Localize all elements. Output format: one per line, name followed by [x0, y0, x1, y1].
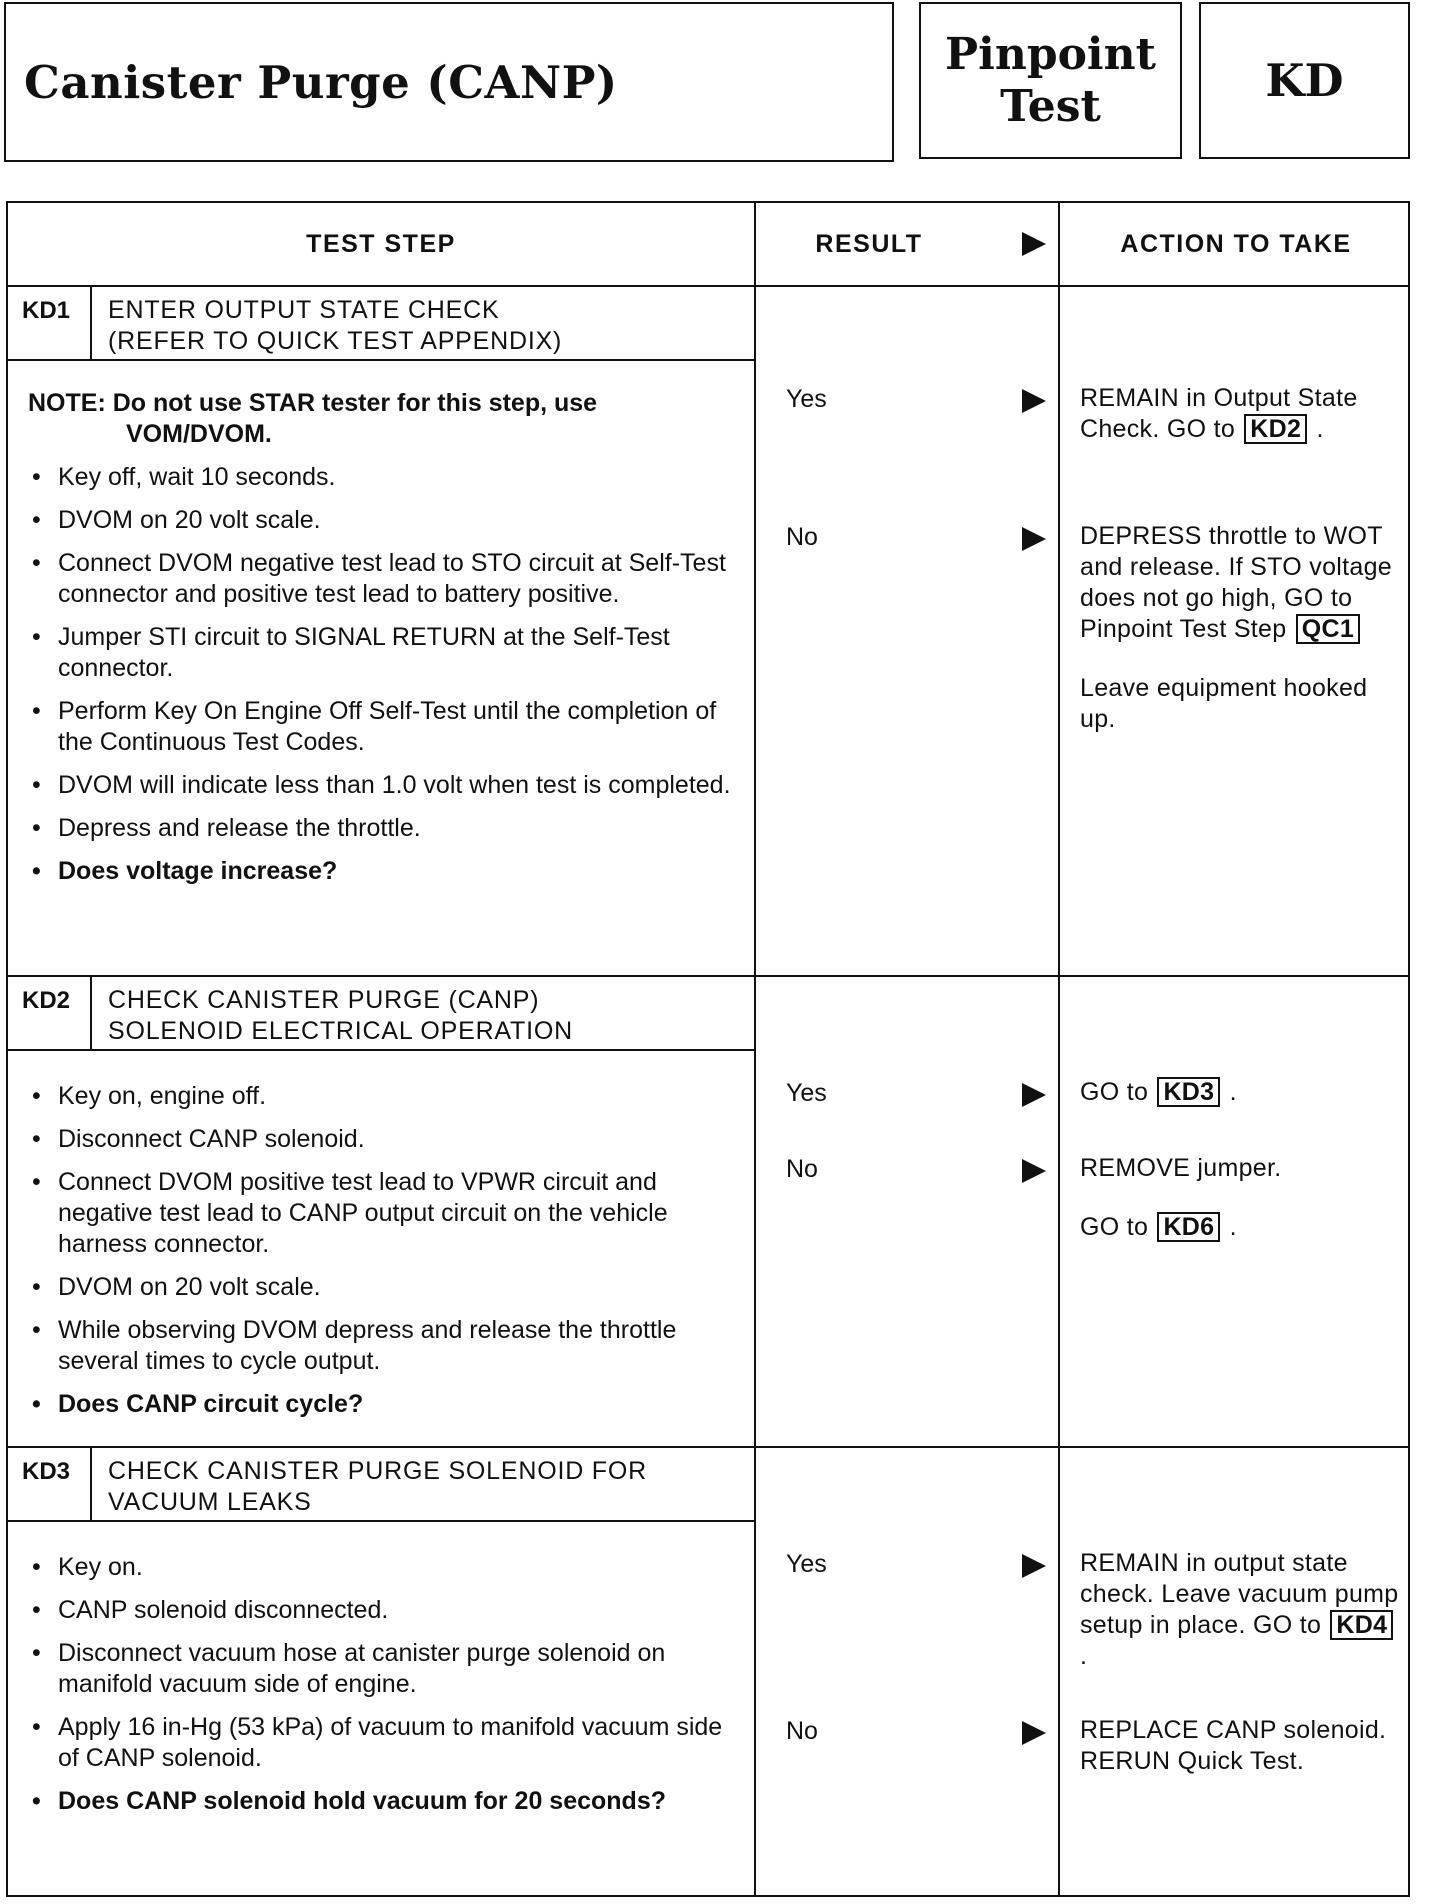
list-item: • While observing DVOM depress and release the throttle several times to cycle output.: [32, 1316, 677, 1375]
list-item: • Key on.: [32, 1553, 143, 1581]
note-text: Do not use STAR tester for this step, use: [112, 389, 598, 417]
arrow-icon: [1022, 527, 1046, 551]
column-header-result: RESULT: [815, 229, 923, 258]
step-instructions: [28, 1552, 748, 1829]
note-label: NOTE:: [28, 389, 106, 417]
page-title: Canister Purge (CANP): [24, 55, 618, 109]
arrow-icon: [1022, 1554, 1046, 1578]
step-title: [92, 977, 754, 1051]
test-code: KD: [1265, 54, 1344, 107]
list-item: • Connect DVOM negative test lead to STO circuit at Self-Test connector and positive test lead to battery positive.: [32, 549, 726, 608]
step-instructions: [28, 1081, 748, 1432]
step-question: • Does CANP circuit cycle?: [32, 1390, 364, 1418]
list-item: • DVOM will indicate less than 1.0 volt when test is completed.: [32, 771, 731, 799]
list-item: • Key on, engine off.: [32, 1082, 267, 1110]
action-yes: GO to KD3 .: [1080, 1078, 1237, 1106]
result-no: No: [786, 1717, 818, 1745]
action-no: DEPRESS throttle to WOT and release. If STO voltage does not go high, GO to Pinpoint Test Step QC1 Leave equipment hooked up.: [1080, 521, 1400, 763]
list-item: • Key off, wait 10 seconds.: [32, 463, 336, 491]
action-no: REPLACE CANP solenoid. RERUN Quick Test.: [1080, 1716, 1387, 1775]
note-text: VOM/DVOM.: [126, 420, 272, 448]
result-yes: Yes: [786, 1550, 827, 1578]
action-no: REMOVE jumper. GO to KD6 .: [1080, 1154, 1282, 1241]
step-instructions: [28, 388, 748, 899]
test-label: Test: [1000, 80, 1101, 132]
test-code-box: [1199, 2, 1410, 159]
list-item: • DVOM on 20 volt scale.: [32, 506, 321, 534]
step-reference: QC1: [1296, 614, 1360, 644]
column-divider-2: [1058, 203, 1060, 1895]
step-reference: KD6: [1157, 1212, 1220, 1242]
step-reference: KD2: [1244, 414, 1307, 444]
column-divider-1: [754, 203, 756, 1895]
list-item: • Disconnect vacuum hose at canister purge solenoid on manifold vacuum side of engine.: [32, 1639, 666, 1698]
action-note: Leave equipment hooked up.: [1080, 674, 1368, 733]
note: [28, 388, 748, 450]
list-item: • Apply 16 in-Hg (53 kPa) of vacuum to manifold vacuum side of CANP solenoid.: [32, 1713, 723, 1772]
result-no: No: [786, 523, 818, 551]
arrow-icon: [1022, 389, 1046, 413]
step-reference: KD3: [1157, 1077, 1220, 1107]
list-item: • Depress and release the throttle.: [32, 814, 421, 842]
pinpoint-label: Pinpoint: [945, 28, 1156, 80]
column-header-test-step: TEST STEP: [306, 229, 456, 258]
list-item: • CANP solenoid disconnected.: [32, 1596, 389, 1624]
step-question: • Does CANP solenoid hold vacuum for 20 seconds?: [32, 1787, 666, 1815]
arrow-icon: [1022, 1159, 1046, 1183]
arrow-icon: [1022, 1083, 1046, 1107]
step-title-line: VACUUM LEAKS: [108, 1488, 312, 1516]
step-id: KD2: [8, 977, 92, 1051]
step-title: [92, 1448, 754, 1522]
column-header-action: ACTION TO TAKE: [1120, 229, 1352, 258]
pinpoint-test-box: [919, 2, 1182, 159]
action-yes: REMAIN in Output State Check. GO to KD2 .: [1080, 384, 1358, 443]
result-no: No: [786, 1155, 818, 1183]
step-title-line: (REFER TO QUICK TEST APPENDIX): [108, 327, 563, 355]
step-title-line: SOLENOID ELECTRICAL OPERATION: [108, 1017, 573, 1045]
step-title-line: CHECK CANISTER PURGE (CANP): [108, 986, 540, 1014]
step-id: KD3: [8, 1448, 92, 1522]
list-item: • Jumper STI circuit to SIGNAL RETURN at the Self-Test connector.: [32, 623, 670, 682]
list-item: • Perform Key On Engine Off Self-Test until the completion of the Continuous Test Codes.: [32, 697, 717, 756]
pinpoint-test-table: [6, 201, 1410, 1897]
action-yes: REMAIN in output state check. Leave vacuum pump setup in place. GO to KD4 .: [1080, 1549, 1399, 1670]
step-reference: KD4: [1330, 1610, 1393, 1640]
step-question: • Does voltage increase?: [32, 857, 338, 885]
result-yes: Yes: [786, 1079, 827, 1107]
result-yes: Yes: [786, 385, 827, 413]
arrow-icon: [1022, 1721, 1046, 1745]
arrow-icon: [1022, 232, 1046, 256]
step-title: [92, 287, 754, 361]
list-item: • DVOM on 20 volt scale.: [32, 1273, 321, 1301]
title-box: [4, 2, 894, 162]
list-item: • Disconnect CANP solenoid.: [32, 1125, 365, 1153]
step-id: KD1: [8, 287, 92, 361]
step-title-line: CHECK CANISTER PURGE SOLENOID FOR: [108, 1457, 647, 1485]
list-item: • Connect DVOM positive test lead to VPWR circuit and negative test lead to CANP output circuit on the vehicle harness connector.: [32, 1168, 668, 1258]
step-title-line: ENTER OUTPUT STATE CHECK: [108, 296, 500, 324]
